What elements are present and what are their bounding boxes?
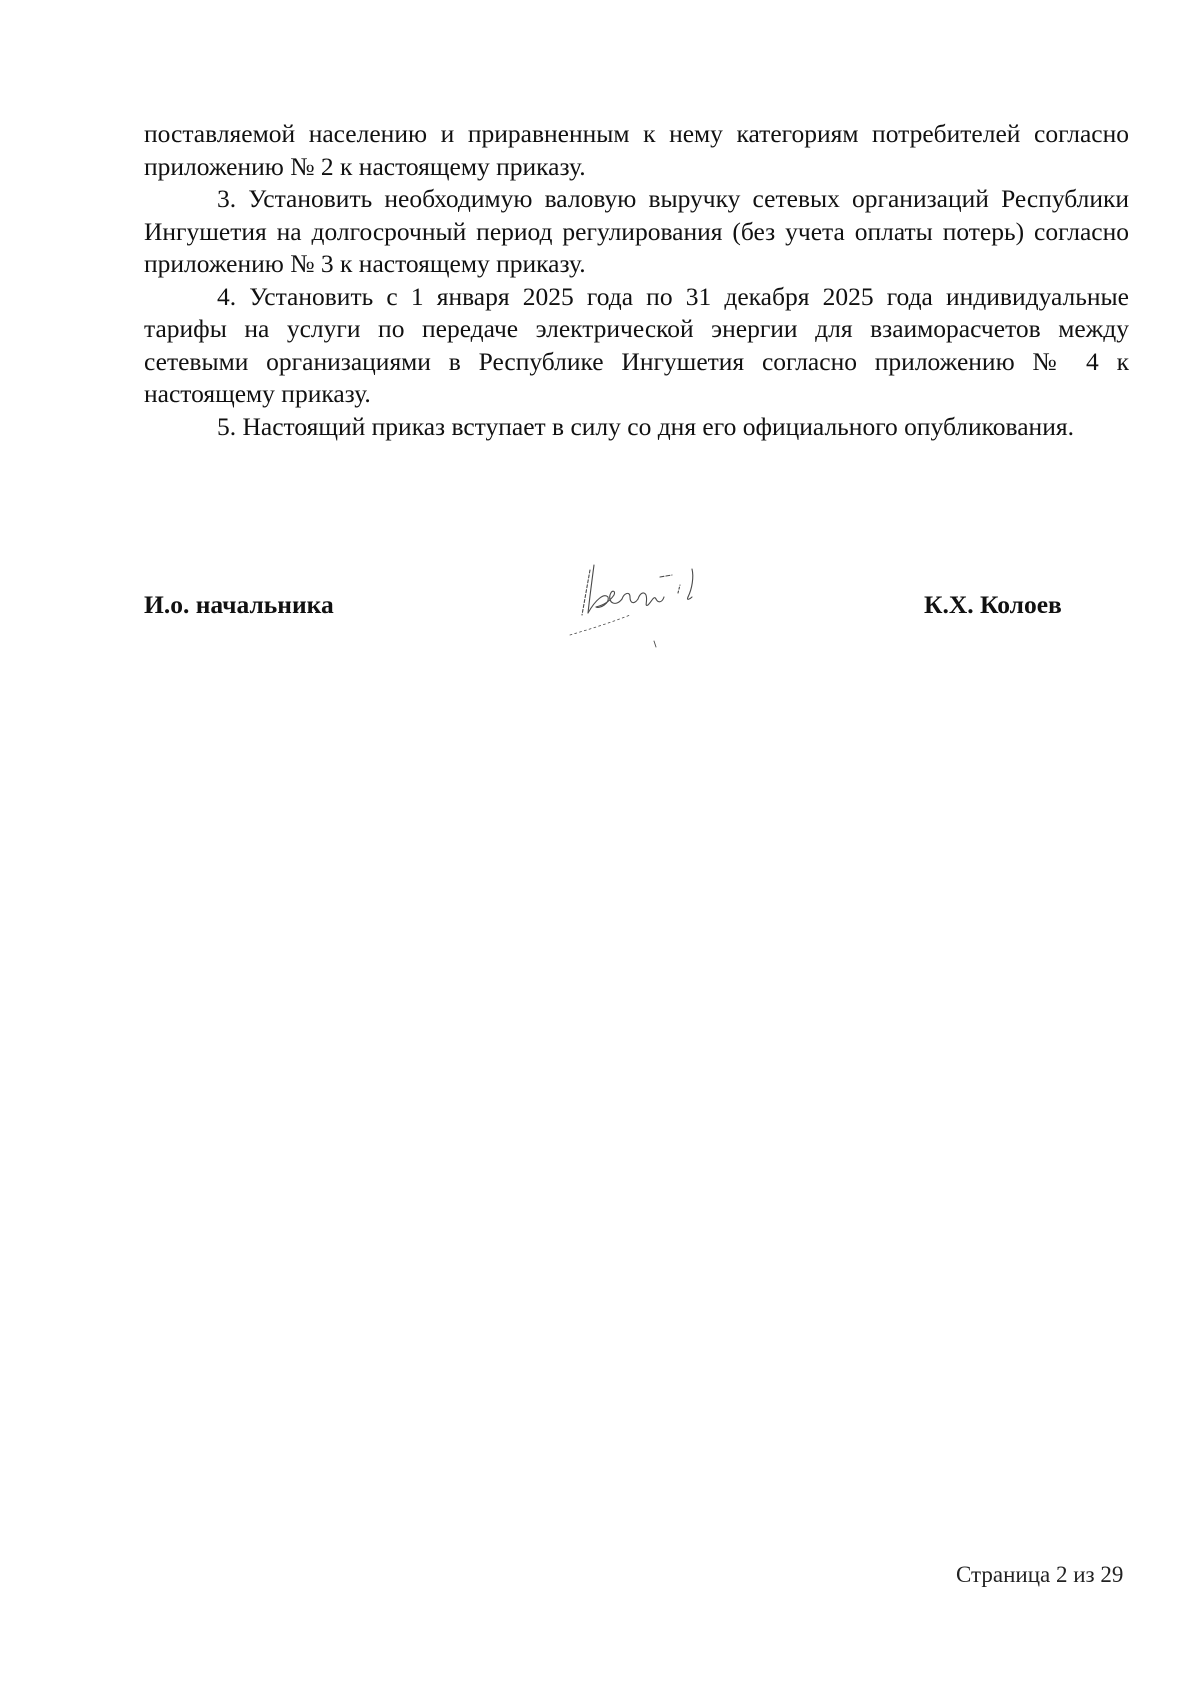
handwritten-signature bbox=[560, 555, 735, 665]
paragraph-item-5: 5. Настоящий приказ вступает в силу со дня его официального опубликования. bbox=[217, 411, 1074, 441]
paragraph-item-3: 3. Установить необходимую валовую выручку сетевых организаций Республики Ингушетия на долгосрочный период регулирования (без учета оплаты потерь) согласно приложению № 3 к настоящему приказу. bbox=[144, 184, 1129, 278]
paragraph-continuation: поставляемой населению и приравненным к нему категориям потребителей согласно приложению № 2 к настоящему приказу. bbox=[144, 119, 1129, 181]
paragraph-item-4: 4. Установить с 1 января 2025 года по 31 декабря 2025 года индивидуальные тарифы на услуги по передаче электрической энергии для взаиморасчетов между сетевыми организациями в Республике Ингушетия согласно приложению № 4 к настоящему приказу. bbox=[144, 281, 1129, 408]
signatory-name: К.Х. Колоев bbox=[924, 590, 1062, 619]
page-number: Страница 2 из 29 bbox=[956, 1562, 1124, 1587]
document-body bbox=[144, 118, 1129, 443]
signatory-position: И.о. начальника bbox=[144, 590, 334, 619]
